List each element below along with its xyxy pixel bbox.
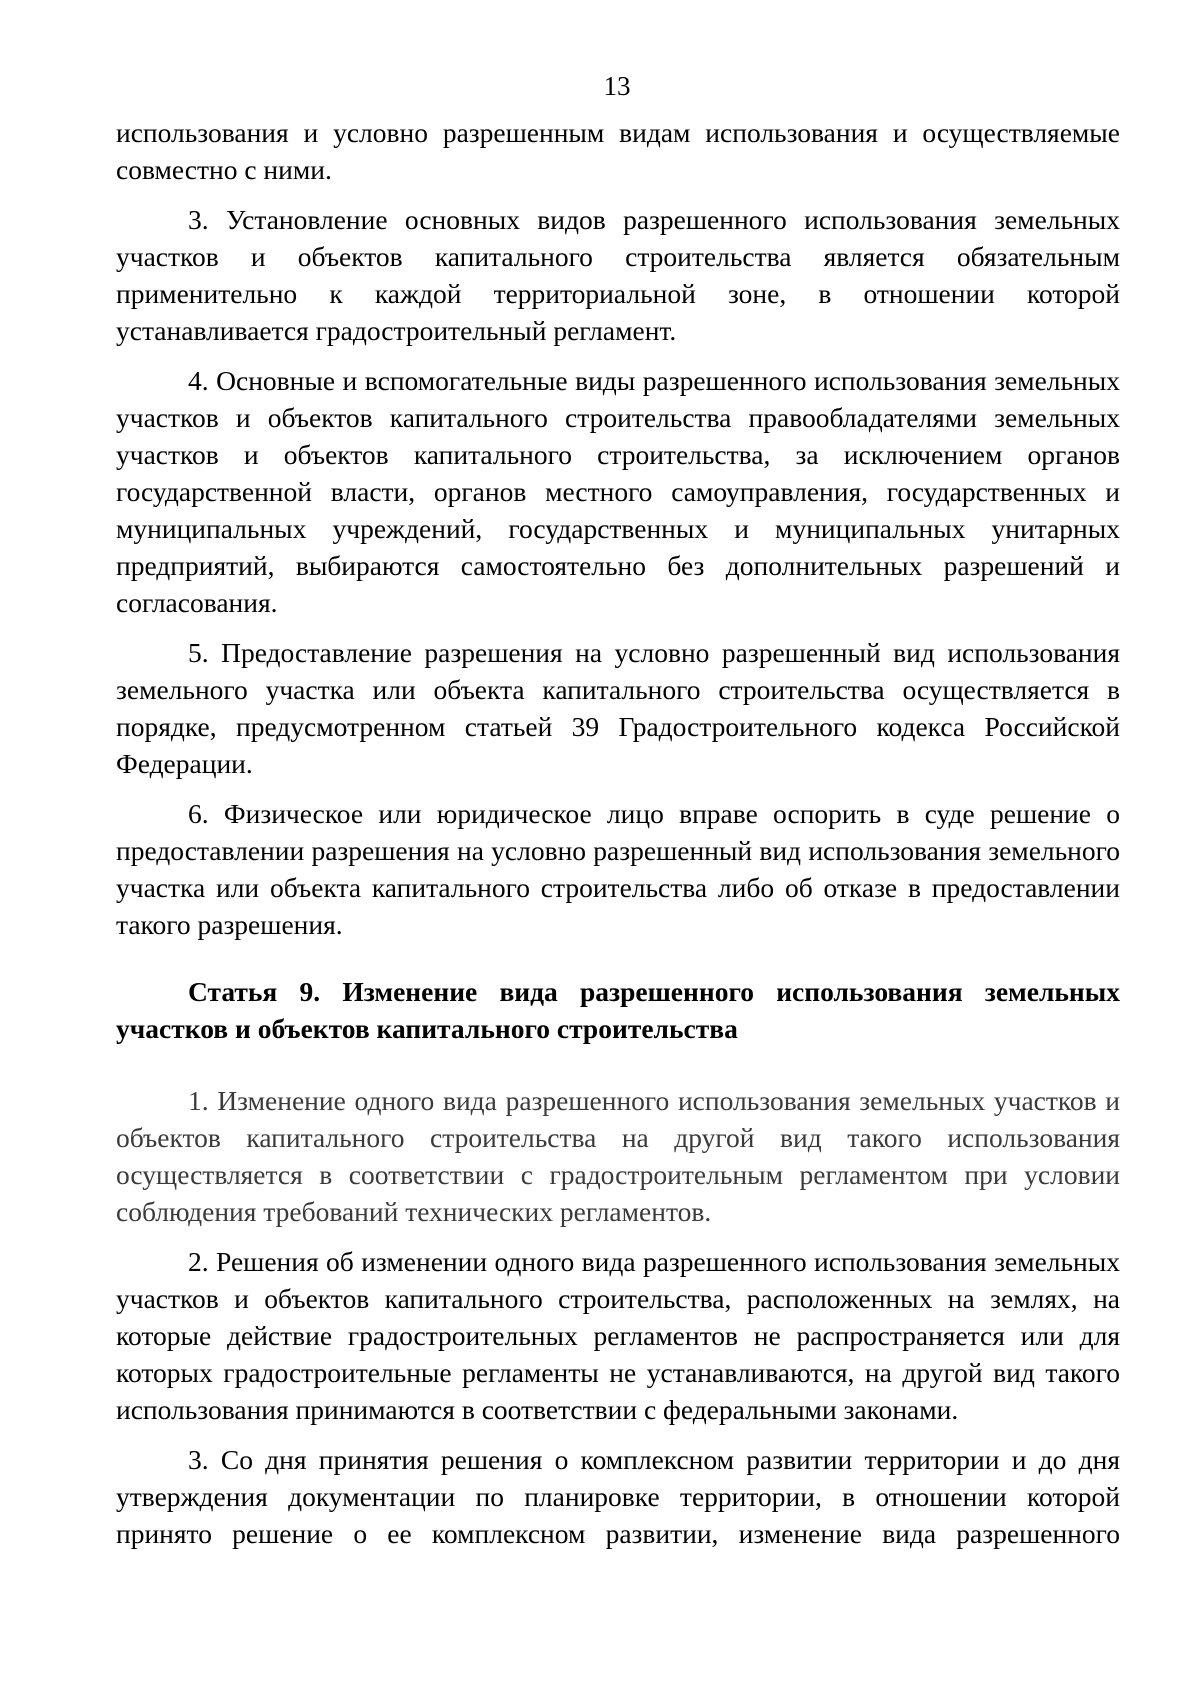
paragraph-4: 4. Основные и вспомогательные виды разрешенного использования земельных участков и объектов капитального строительства правообладателями земельных участков и объектов капитального строительства, за исключением органов государственной власти, органов местного самоуправления, государственных и муниципальных учреждений, государственных и муниципальных унитарных предприятий, выбираются самостоятельно без дополнительных разрешений и согласования. (116, 365, 1120, 618)
article-9-paragraph-2: 2. Решения об изменении одного вида разрешенного использования земельных участков и объектов капитального строительства, расположенных на землях, на которые действие градостроительных регламентов не распространяется или для которых градостроительные регламенты не устанавливаются, на другой вид такого использования принимаются в соответствии с федеральными законами. (116, 1246, 1120, 1425)
paragraph-5: 5. Предоставление разрешения на условно разрешенный вид использования земельного участка или объекта капитального строительства осуществляется в порядке, предусмотренном статьей 39 Градостроительного кодекса Российской Федерации. (116, 637, 1120, 779)
paragraph-3: 3. Установление основных видов разрешенного использования земельных участков и объектов капитального строительства является обязательным применительно к каждой территориальной зоне, в отношении которой устанавливается градостроительный регламент. (116, 204, 1120, 346)
article-9-paragraph-3: 3. Со дня принятия решения о комплексном развитии территории и до дня утверждения документации по планировке территории, в отношении которой принято решение о ее комплексном развитии, изменение вида разрешенного (116, 1444, 1120, 1549)
paragraph-continuation: использования и условно разрешенным видам использования и осуществляемые совместно с ними. (116, 117, 1120, 185)
paragraph-6: 6. Физическое или юридическое лицо вправе оспорить в суде решение о предоставлении разрешения на условно разрешенный вид использования земельного участка или объекта капитального строительства либо об отказе в предоставлении такого разрешения. (116, 798, 1120, 940)
article-9-paragraph-1: 1. Изменение одного вида разрешенного использования земельных участков и объектов капитального строительства на другой вид такого использования осуществляется в соответствии с градостроительным регламентом при условии соблюдения требований технических регламентов. (116, 1085, 1120, 1227)
page-content (116, 114, 1120, 1565)
article-9-heading: Статья 9. Изменение вида разрешенного использования земельных участков и объектов капитального строительства (116, 976, 1120, 1044)
page-number: 13 (603, 71, 631, 101)
